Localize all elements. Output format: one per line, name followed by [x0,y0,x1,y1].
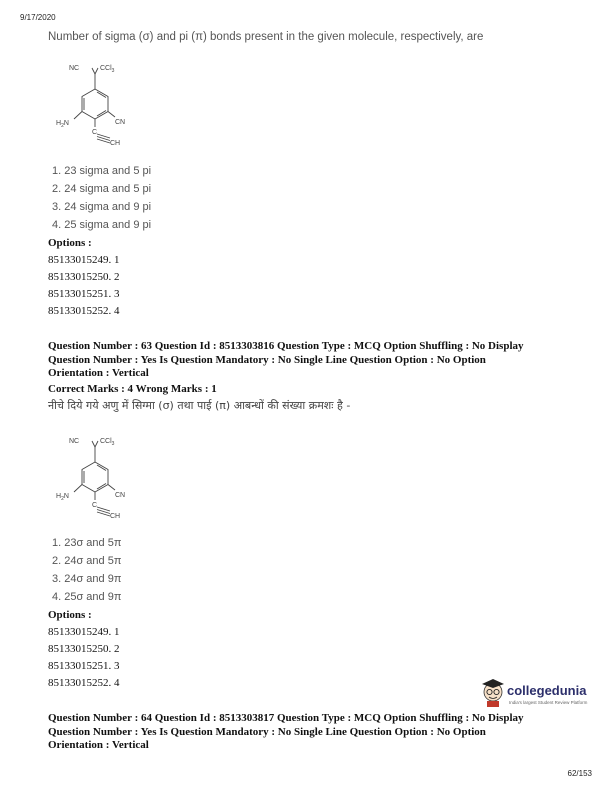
molecule-nc-label: NC [69,65,80,72]
collegedunia-logo [479,676,594,712]
logo-wordmark: collegedunia [507,683,587,698]
svg-text:CCl3: CCl$_3$ [100,438,115,447]
option-id: 85133015251. 3 [48,660,120,672]
question-62-option-ids [48,236,120,319]
option-item: 3. 24 sigma and 9 pi [52,201,152,213]
option-id: 85133015250. 2 [48,271,120,283]
option-item: 1. 23σ and 5π [52,537,122,549]
option-id: 85133015250. 2 [48,643,120,655]
print-date: 9/17/2020 [20,13,56,22]
page-number: 62/153 [567,769,592,778]
molecule-diagram-2 [48,428,158,523]
question-64-meta: Question Number : 64 Question Id : 8513303817 Question Type : MCQ Option Shuffling : No Display Question Number : Yes Is Question Mandatory : No Single Line Question Option : No Option Orientation : Vertical [48,712,524,751]
molecule-ccl-label: CCl [100,65,112,72]
svg-text:CH: CH [110,513,121,520]
options-heading: Options : [48,609,92,621]
option-item: 3. 24σ and 9π [52,573,122,585]
option-id: 85133015252. 4 [48,677,120,689]
option-item: 1. 23 sigma and 5 pi [52,165,152,177]
options-heading: Options : [48,237,92,249]
question-63-options [52,534,121,606]
question-63-marks: Correct Marks : 4 Wrong Marks : 1 [48,382,217,395]
option-item: 2. 24σ and 5π [52,555,122,567]
student-mascot-icon [479,678,507,708]
option-item: 2. 24 sigma and 5 pi [52,183,152,195]
molecule-ch-label: CH [110,140,121,147]
molecule-cn-label: CN [115,119,126,126]
logo-tagline: India's largest Student Review Platform [509,700,588,705]
svg-text:C: C [92,502,98,509]
option-item: 4. 25 sigma and 9 pi [52,219,152,231]
option-id: 85133015251. 3 [48,288,120,300]
question-63-option-ids [48,608,120,691]
option-id: 85133015249. 1 [48,626,120,638]
molecule-c-label: C [92,129,98,136]
molecule-diagram-1 [48,55,158,150]
option-id: 85133015252. 4 [48,305,120,317]
svg-text:H2N: $H_2N$ [56,493,69,502]
svg-text:CN: CN [115,492,126,499]
svg-text:CCl3: CCl$_3$ [100,65,115,74]
question-62-options [52,162,151,234]
question-63-stem-hindi: नीचे दिये गये अणु में सिग्मा (σ) तथा पाई (π) आबन्धों की संख्या क्रमशः है - [48,399,351,412]
question-63-meta: Question Number : 63 Question Id : 8513303816 Question Type : MCQ Option Shuffling : No Display Question Number : Yes Is Question Mandatory : No Single Line Question Option : No Option Orientation : Vertical Correct Marks : 4 Wrong Marks : 1 [48,340,578,396]
option-id: 85133015249. 1 [48,254,120,266]
question-62-stem: Number of sigma (σ) and pi (π) bonds present in the given molecule, respectively, are [48,31,484,43]
svg-text:H2N: $H_2N$ [56,120,69,129]
svg-text:NC: NC [69,438,80,445]
option-item: 4. 25σ and 9π [52,591,122,603]
